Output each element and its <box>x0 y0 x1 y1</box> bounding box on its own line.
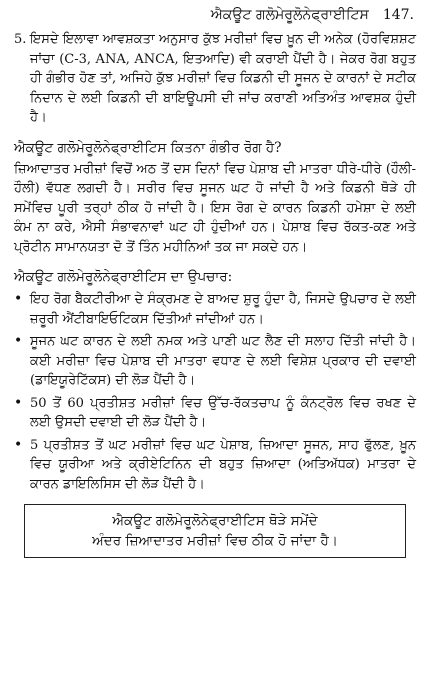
callout-line-1: ਐਕਊਟ ਗਲੋਮੇਰੂਲੋਨੇਫ੍ਰਾਈਟਿਸ ਥੋੜੇ ਸਮੇਂਦੇ <box>112 513 318 529</box>
bullet-icon: • <box>14 394 23 411</box>
list-item <box>14 290 416 329</box>
item-number: 5. <box>14 32 27 47</box>
numbered-item-5 <box>14 30 416 128</box>
running-title: ਐਕਊਟ ਗਲੋਮੇਰੂਲੋਨੇਫ੍ਰਾਈਟਿਸ <box>210 7 369 23</box>
list-item-text: 5 ਪ੍ਰਤੀਸ਼ਤ ਤੋਂ ਘਟ ਮਰੀਜ਼ਾਂ ਵਿਚ ਘਟ ਪੇਸ਼ਾਬ, ਜ਼ਿਆਦਾ ਸੂਜਨ, ਸਾਹ ਫੁੱਲਣ, ਖ਼ੂਨ ਵਿਚ ਯੂਰੀਆ ਅਤੇ ਕ੍ਰੀਏਟਿਨਿਨ ਦੀ ਬਹੁਤ ਜ਼ਿਆਦਾ (ਅਤਿਅੱਧਕ) ਮਾਤਰਾ ਦੇ ਕਾਰਨ ਡਾਇਲਿਸਿਸ ਦੀ ਲੋੜ ਪੈਂਦੀ ਹੈ। <box>30 437 416 492</box>
callout-box <box>24 504 406 558</box>
list-item-text: ਇਹ ਰੋਗ ਬੈਕਟੀਰੀਆ ਦੇ ਸੰਕ੍ਰਮਣ ਦੇ ਬਾਅਦ ਸ਼ੁਰੂ ਹੁੰਦਾ ਹੈ, ਜਿਸਦੇ ਉਪਚਾਰ ਦੇ ਲਈ ਜ਼ਰੂਰੀ ਐਂਟੀਬਾਇਓਟਿਕਸ ਦਿੱਤੀਆਂ ਜਾਂਦੀਆਂ ਹਨ। <box>30 292 416 327</box>
bullet-icon: • <box>14 436 23 453</box>
list-item-text: ਸੂਜਨ ਘਟ ਕਾਰਨ ਦੇ ਲਈ ਨਮਕ ਅਤੇ ਪਾਣੀ ਘਟ ਲੈਣ ਦੀ ਸਲਾਹ ਦਿੱਤੀ ਜਾਂਦੀ ਹੈ।ਕਈ ਮਰੀਜ਼ਾ ਵਿਚ ਪੇਸ਼ਾਬ ਦੀ ਮਾਤਰਾ ਵਧਾਣ ਦੇ ਲਈ ਵਿਸ਼ੇਸ਼ ਪ੍ਰਕਾਰ ਦੀ ਦਵਾਈ (ਡਾਇਯੂਰੇਟਿੱਕਸ) ਦੀ ਲੋੜ ਪੈਂਦੀ ਹੈ। <box>30 334 416 388</box>
list-item <box>14 436 416 495</box>
list-item <box>14 332 416 391</box>
bullet-icon: • <box>14 333 23 349</box>
page-number: 147. <box>382 7 414 23</box>
list-item-text: 50 ਤੋਂ 60 ਪ੍ਰਤੀਸ਼ਤ ਮਰੀਜ਼ਾਂ ਵਿਚ ਉੱਚ-ਰੱਕਤਚਾਪ ਨੂੰ ਕੰਨਟ੍ਰੋਲ ਵਿਚ ਰਖਣ ਦੇ ਲਈ ਉਸਦੀ ਦਵਾਈ ਦੀ ਲੋੜ ਪੈਂਦੀ ਹੈ। <box>30 395 416 430</box>
treatment-section <box>14 267 416 494</box>
section-heading-treatment: ਐਕਊਟ ਗਲੋਮੇਰੂਲੋਨੇਫ੍ਰਾਈਟਿਸ ਦਾ ਉਪਚਾਰ: <box>14 269 233 285</box>
treatment-list <box>14 290 416 494</box>
list-item <box>14 394 416 433</box>
running-header <box>14 6 416 24</box>
callout-line-2: ਅੰਦਰ ਜ਼ਿਆਦਾਤਰ ਮਰੀਜ਼ਾਂ ਵਿਚ ਠੀਕ ਹੋ ਜਾਂਦਾ ਹੈ। <box>92 533 338 549</box>
severity-paragraph: ਜ਼ਿਆਦਾਤਰ ਮਰੀਜ਼ਾਂ ਵਿਚੋਂ ਅਠ ਤੋਂ ਦਸ ਦਿਨਾਂ ਵਿਚ ਪੇਸ਼ਾਬ ਦੀ ਮਾਤਰਾ ਧੀਰੇ-ਧੀਰੇ (ਹੌਲੀ-ਹੌਲੀ) ਵੱਧਣ ਲਗਦੀ ਹੈ। ਸਰੀਰ ਵਿਚ ਸੂਜਨ ਘਟ ਹੋ ਜਾਂਦੀ ਹੈ ਅਤੇ ਕਿਡਨੀ ਥੋੜੇ ਹੀ ਸਮੇਂਵਿਚ ਪੂਰੀ ਤਰ੍ਹਾਂ ਠੀਕ ਹੋ ਜਾਂਦੀ ਹੈ। ਇਸ ਰੋਗ ਦੇ ਕਾਰਨ ਕਿਡਨੀ ਹਮੇਸ਼ਾ ਦੇ ਲਈ ਕੰਮ ਨਾ ਕਰੇ, ਐਸੀ ਸੰਭਾਵਨਾਵਾਂ ਘਟ ਹੀ ਹੁੰਦੀਆਂ ਹਨ। ਪੇਸ਼ਾਬ ਵਿਚ ਰੱਕਤ-ਕਣ ਅਤੇ ਪ੍ਰੋਟੀਨ ਸਾਮਾਨਯਤਾ ਦੋ ਤੋਂ ਤਿੰਨ ਮਹੀਨਿਆਂ ਤਕ ਜਾ ਸਕਦੇ ਹਨ। <box>14 161 416 255</box>
severity-section <box>14 138 416 258</box>
item-text: ਇਸਦੇ ਇਲਾਵਾ ਆਵਸ਼ਕਤਾ ਅਨੁਸਾਰ ਕੁੱਝ ਮਰੀਜ਼ਾਂ ਵਿਚ ਖ਼ੂਨ ਦੀ ਅਨੇਕ (ਹੋਰਵਿਸ਼ਸ਼ਟ ਜਾਂਚਾ (C-3, ANA, ANCA, ਇਤਆਦਿ) ਵੀ ਕਰਾਈ ਪੈਂਦੀ ਹੈ। ਜੇਕਰ ਰੋਗ ਬਹੁਤ ਹੀ ਗੰਭੀਰ ਹੋਣ ਤਾਂ, ਅਜਿਹੇ ਕੁੱਝ ਮਰੀਜ਼ਾਂ ਵਿਚ ਕਿਡਨੀ ਦੀ ਸੂਜਨ ਦੇ ਕਾਰਨਾਂ ਦੇ ਸਟੀਕ ਨਿਦਾਨ ਦੇ ਲਈ ਕਿਡਨੀ ਦੀ ਬਾਇਊਪਸੀ ਦੀ ਜਾਂਚ ਕਰਾਣੀ ਅਤਿਅੰਤ ਆਵਸ਼ਕ ਹੁੰਦੀ ਹੈ। <box>30 32 416 125</box>
section-heading-severity: ਐਕਊਟ ਗਲੋਮੇਰੂਲੋਨੇਫ੍ਰਾਈਟਿਸ ਕਿਤਨਾ ਗੰਭੀਰ ਰੋਗ ਹੈ? <box>14 139 282 156</box>
bullet-icon: • <box>14 291 23 307</box>
